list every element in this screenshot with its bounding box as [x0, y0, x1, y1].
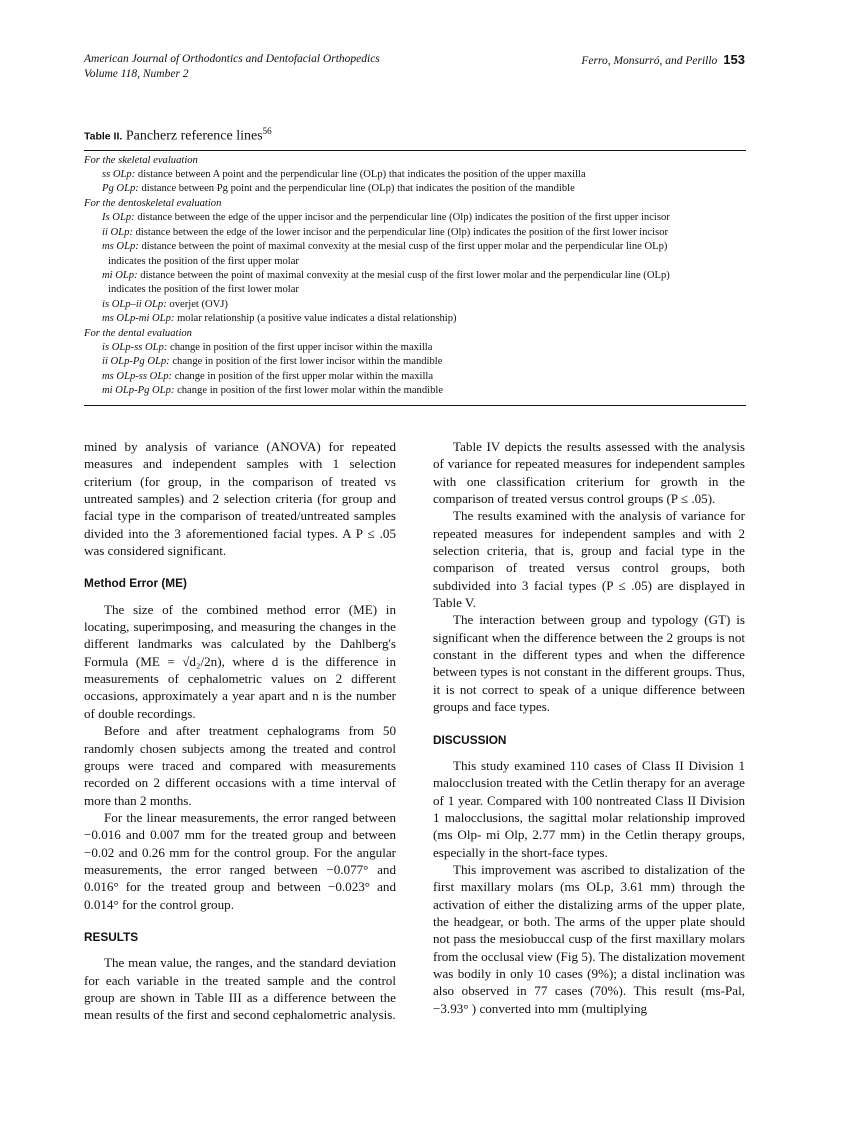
- right-column: [433, 438, 745, 1017]
- table-row: [84, 211, 746, 225]
- table-row: [84, 226, 746, 240]
- paragraph: This study examined 110 cases of Class II Division 1 malocclusion treated with the Cetlin therapy for an average of 1 year. Compared with 100 nontreated Class II Division 1 malocclusions, the sagittal molar relationship improved (ms Olp- mi Olp, 2.77 mm) in the Cetlin therapy groups, especially in the short-face types.: [433, 757, 745, 860]
- row-term: Is OLp:: [102, 212, 135, 224]
- table-row: [84, 341, 746, 355]
- section-heading: DISCUSSION: [433, 732, 507, 747]
- row-description: distance between the edge of the lower incisor and the perpendicular line (Olp) indicates the position of the first lower incisor: [135, 226, 669, 238]
- row-description: change in position of the first upper incisor within the maxilla: [170, 341, 433, 353]
- row-term: ms OLp-mi OLp:: [102, 313, 175, 325]
- table-bottom-rule: [84, 405, 746, 406]
- row-term: ms OLp:: [102, 241, 139, 253]
- table-row: [84, 312, 746, 326]
- row-description: change in position of the first lower incisor within the mandible: [172, 356, 443, 368]
- journal-volume: Volume 118, Number 2: [84, 68, 189, 80]
- row-term: ii OLp-Pg OLp:: [102, 356, 170, 368]
- row-description: distance between the point of maximal convexity at the mesial cusp of the first upper molar and the perpendicular line OLp): [141, 241, 668, 253]
- table-section-heading: For the dentoskeletal evaluation: [84, 197, 222, 209]
- row-description-continued: indicates the position of the first lower molar: [108, 284, 299, 296]
- paragraph: The results examined with the analysis of variance for repeated measures for independent samples and with 2 selection criteria, that is, group and facial type in the comparison of treated versus control groups, both subdivided into 3 facial types (P ≤ .05) are displayed in Table V.: [433, 508, 745, 611]
- row-description: distance between the edge of the upper incisor and the perpendicular line (Olp) indicates the position of the first upper incisor: [137, 212, 670, 224]
- paragraph: The interaction between group and typology (GT) is significant when the difference between the 2 groups is not constant in the different types and when the difference between types is not constant in the different groups. Thus, it is not correct to speak of a unique difference between groups and face types.: [433, 612, 745, 715]
- paragraph: The mean value, the ranges, and the standard deviation for each variable in the treated sample and the control group are shown in Table III as a difference between the mean results of the first and second cephalometric analysis.: [84, 955, 396, 1023]
- row-term: is OLp–ii OLp:: [102, 298, 167, 310]
- section-heading: Method Error (ME): [84, 576, 187, 591]
- running-header-right: [581, 52, 745, 69]
- table-label: Table II.: [84, 130, 123, 143]
- table-row: [84, 168, 746, 182]
- table-section-heading: For the dental evaluation: [84, 327, 192, 339]
- row-description: distance between Pg point and the perpendicular line (OLp) that indicates the position of the mandible: [141, 183, 575, 195]
- paragraph: This improvement was ascribed to distalization of the first maxillary molars (ms OLp, 3.61 mm) through the activation of either the distalizing arms of the upper plate, the headgear, or both. The arms of the upper plate should not pass the mesiobuccal cusp of the first maxillary molars from the occlusal view (Fig 5). The distalization movement was bodily in only 10 cases (9%); a distal inclination was also observed in 77 cases (70%). This result (ms-Pal, −3.93° ) converted into mm (multiplying: [433, 861, 745, 1016]
- paragraph: The size of the combined method error (ME) in locating, superimposing, and measuring the changes in the different landmarks was calculated by the Dahlberg's Formula (ME = √d₂/2n), where d is the difference in measurements of cephalometric values on 2 different occasions, approximately a year apart and n is the number of double recordings.: [84, 601, 396, 721]
- table-section-heading: For the skeletal evaluation: [84, 154, 198, 166]
- table-caption: Pancherz reference lines: [125, 128, 263, 144]
- row-term: ii OLp:: [102, 226, 133, 238]
- row-description: overjet (OVJ): [169, 298, 228, 310]
- table-row: [84, 384, 746, 398]
- paragraph: mined by analysis of variance (ANOVA) for repeated measures and independent samples with 1 selection criterium (for group, in the comparison of treated vs untreated samples) and 2 selection criteria (for group and facial type in the comparison of treated/untreated samples divided into the 3 aforementioned facial types. A P ≤ .05 was considered significant.: [84, 439, 396, 559]
- paragraph: For the linear measurements, the error ranged between −0.016 and 0.007 mm for the treated group and between −0.02 and 0.26 mm for the control group. For the angular measurements, the error ranged between −0.077° and 0.016° for the treated group and between −0.023° and 0.014° for the control group.: [84, 809, 396, 912]
- left-column: [84, 438, 396, 1024]
- table-ii: [84, 122, 746, 406]
- table-body: [84, 151, 746, 405]
- row-term: ms OLp-ss OLp:: [102, 370, 173, 382]
- row-term: ss OLp:: [102, 169, 136, 181]
- running-header-left: [84, 52, 380, 82]
- table-row: [84, 269, 746, 298]
- table-row: [84, 355, 746, 369]
- paragraph: Before and after treatment cephalograms from 50 randomly chosen subjects among the treated and control groups were traced and compared with measurements recorded on 2 different occasions with a time interval of more than 2 months.: [84, 723, 396, 808]
- page-number: 153: [723, 52, 745, 67]
- journal-name: American Journal of Orthodontics and Dentofacial Orthopedics: [84, 53, 380, 65]
- section-heading: RESULTS: [84, 929, 139, 944]
- paragraph: Table IV depicts the results assessed with the analysis of variance for repeated measures for independent samples with one classification criterium for growth in the comparison of treated versus control groups (P ≤ .05).: [433, 439, 745, 507]
- table-reference: 56: [262, 126, 272, 136]
- row-description: molar relationship (a positive value indicates a distal relationship): [177, 313, 457, 325]
- table-row: [84, 298, 746, 312]
- row-term: is OLp-ss OLp:: [102, 341, 168, 353]
- table-title: [84, 122, 746, 146]
- row-term: mi OLp-Pg OLp:: [102, 385, 175, 397]
- table-row: [84, 370, 746, 384]
- row-description-continued: indicates the position of the first upper molar: [108, 255, 299, 267]
- table-row: [84, 240, 746, 269]
- authors: Ferro, Monsurró, and Perillo: [581, 55, 718, 67]
- row-term: mi OLp:: [102, 269, 138, 281]
- row-term: Pg OLp:: [102, 183, 139, 195]
- row-description: change in position of the first upper molar within the maxilla: [174, 370, 434, 382]
- row-description: distance between the point of maximal convexity at the mesial cusp of the first lower molar and the perpendicular line (OLp): [140, 269, 670, 281]
- table-row: [84, 182, 746, 196]
- row-description: distance between A point and the perpendicular line (OLp) that indicates the position of the upper maxilla: [137, 169, 586, 181]
- row-description: change in position of the first lower molar within the mandible: [177, 385, 444, 397]
